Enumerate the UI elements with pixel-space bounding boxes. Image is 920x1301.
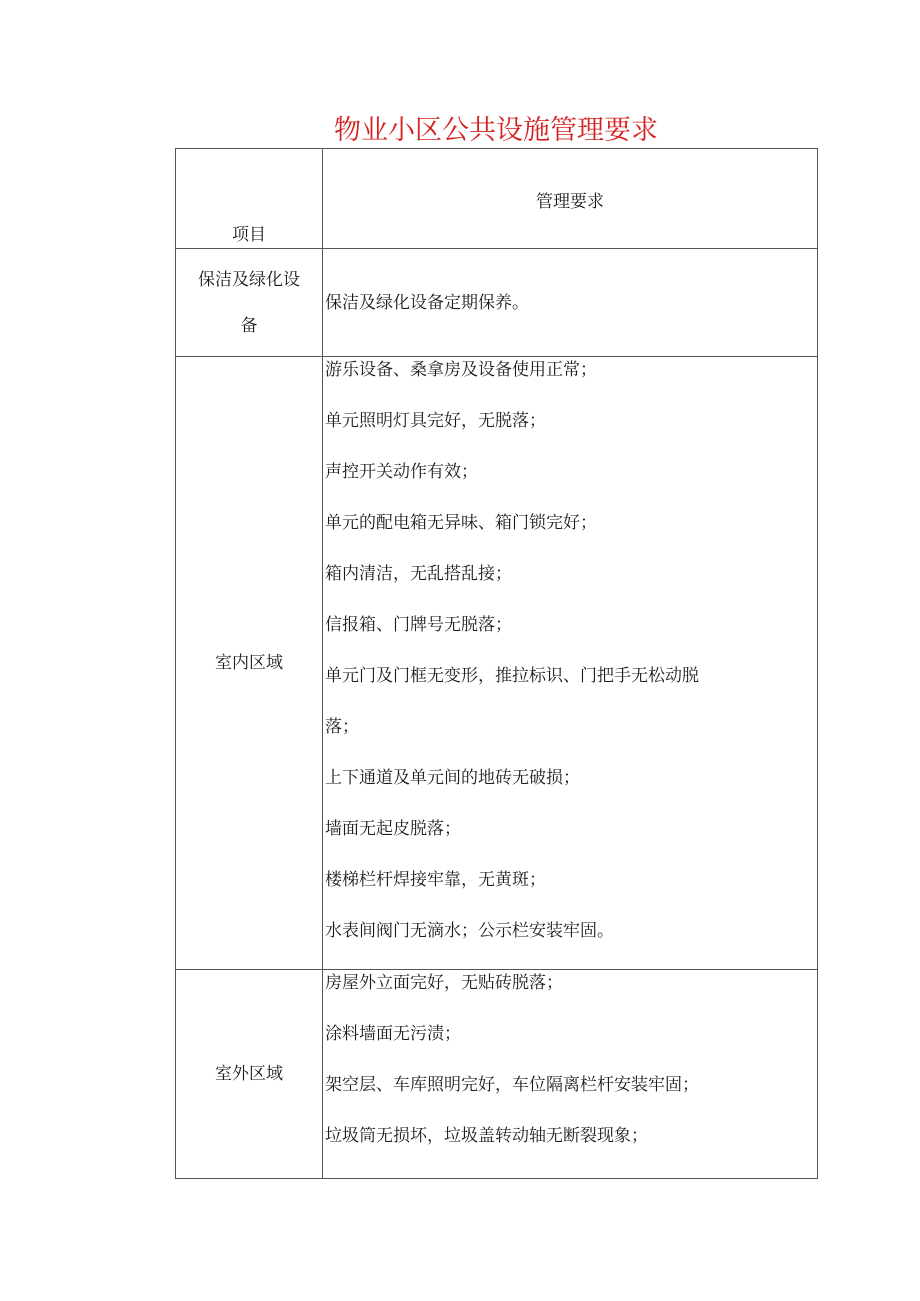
- requirement-line: 上下通道及单元间的地砖无破损；: [325, 768, 580, 788]
- item-label-continued: 备: [240, 315, 258, 336]
- item-cell: [176, 970, 323, 1179]
- requirement-line: 房屋外立面完好，无贴砖脱落；: [325, 973, 563, 993]
- requirements-table: [175, 148, 818, 1179]
- table-row: [176, 249, 818, 357]
- requirement-line: 信报箱、门牌号无脱落；: [325, 615, 512, 635]
- table-row: [176, 357, 818, 970]
- requirement-line: 保洁及绿化设备定期保养。: [325, 293, 529, 313]
- header-requirement-label: 管理要求: [536, 192, 604, 212]
- item-label: 室内区域: [215, 653, 283, 673]
- requirement-line: 单元门及门框无变形，推拉标识、门把手无松动脱: [325, 666, 699, 686]
- table-row: [176, 970, 818, 1179]
- requirement-cell: [323, 357, 818, 970]
- page-title: 物业小区公共设施管理要求: [334, 115, 658, 146]
- requirement-cell: [323, 249, 818, 357]
- requirement-line: 游乐设备、桑拿房及设备使用正常；: [325, 360, 597, 380]
- requirement-line: 单元照明灯具完好，无脱落；: [325, 411, 546, 431]
- requirement-line: 墙面无起皮脱落；: [325, 819, 461, 839]
- requirement-cell: [323, 970, 818, 1179]
- requirement-line: 箱内清洁，无乱搭乱接；: [325, 564, 512, 584]
- requirement-line: 水表间阀门无滴水；公示栏安装牢固。: [325, 921, 614, 941]
- header-item-label: 项目: [232, 225, 266, 245]
- requirement-line: 单元的配电箱无异味、箱门锁完好；: [325, 513, 597, 533]
- table-header-row: [176, 149, 818, 249]
- requirement-line: 楼梯栏杆焊接牢靠，无黄斑；: [325, 870, 546, 890]
- requirement-line: 涂料墙面无污渍；: [325, 1024, 461, 1044]
- header-requirement-cell: [323, 149, 818, 249]
- requirement-line: 架空层、车库照明完好，车位隔离栏杆安装牢固；: [325, 1075, 699, 1095]
- requirement-list: [323, 357, 817, 969]
- item-label: 室外区域: [215, 1064, 283, 1084]
- requirement-line: 声控开关动作有效；: [325, 462, 478, 482]
- item-cell: [176, 249, 323, 357]
- header-item-cell: [176, 149, 323, 249]
- item-label: 保洁及绿化设: [198, 269, 300, 290]
- requirement-list: [323, 970, 817, 1174]
- requirement-line: 垃圾筒无损坏，垃圾盖转动轴无断裂现象；: [325, 1126, 648, 1146]
- requirement-line: 落；: [325, 717, 359, 737]
- item-cell: [176, 357, 323, 970]
